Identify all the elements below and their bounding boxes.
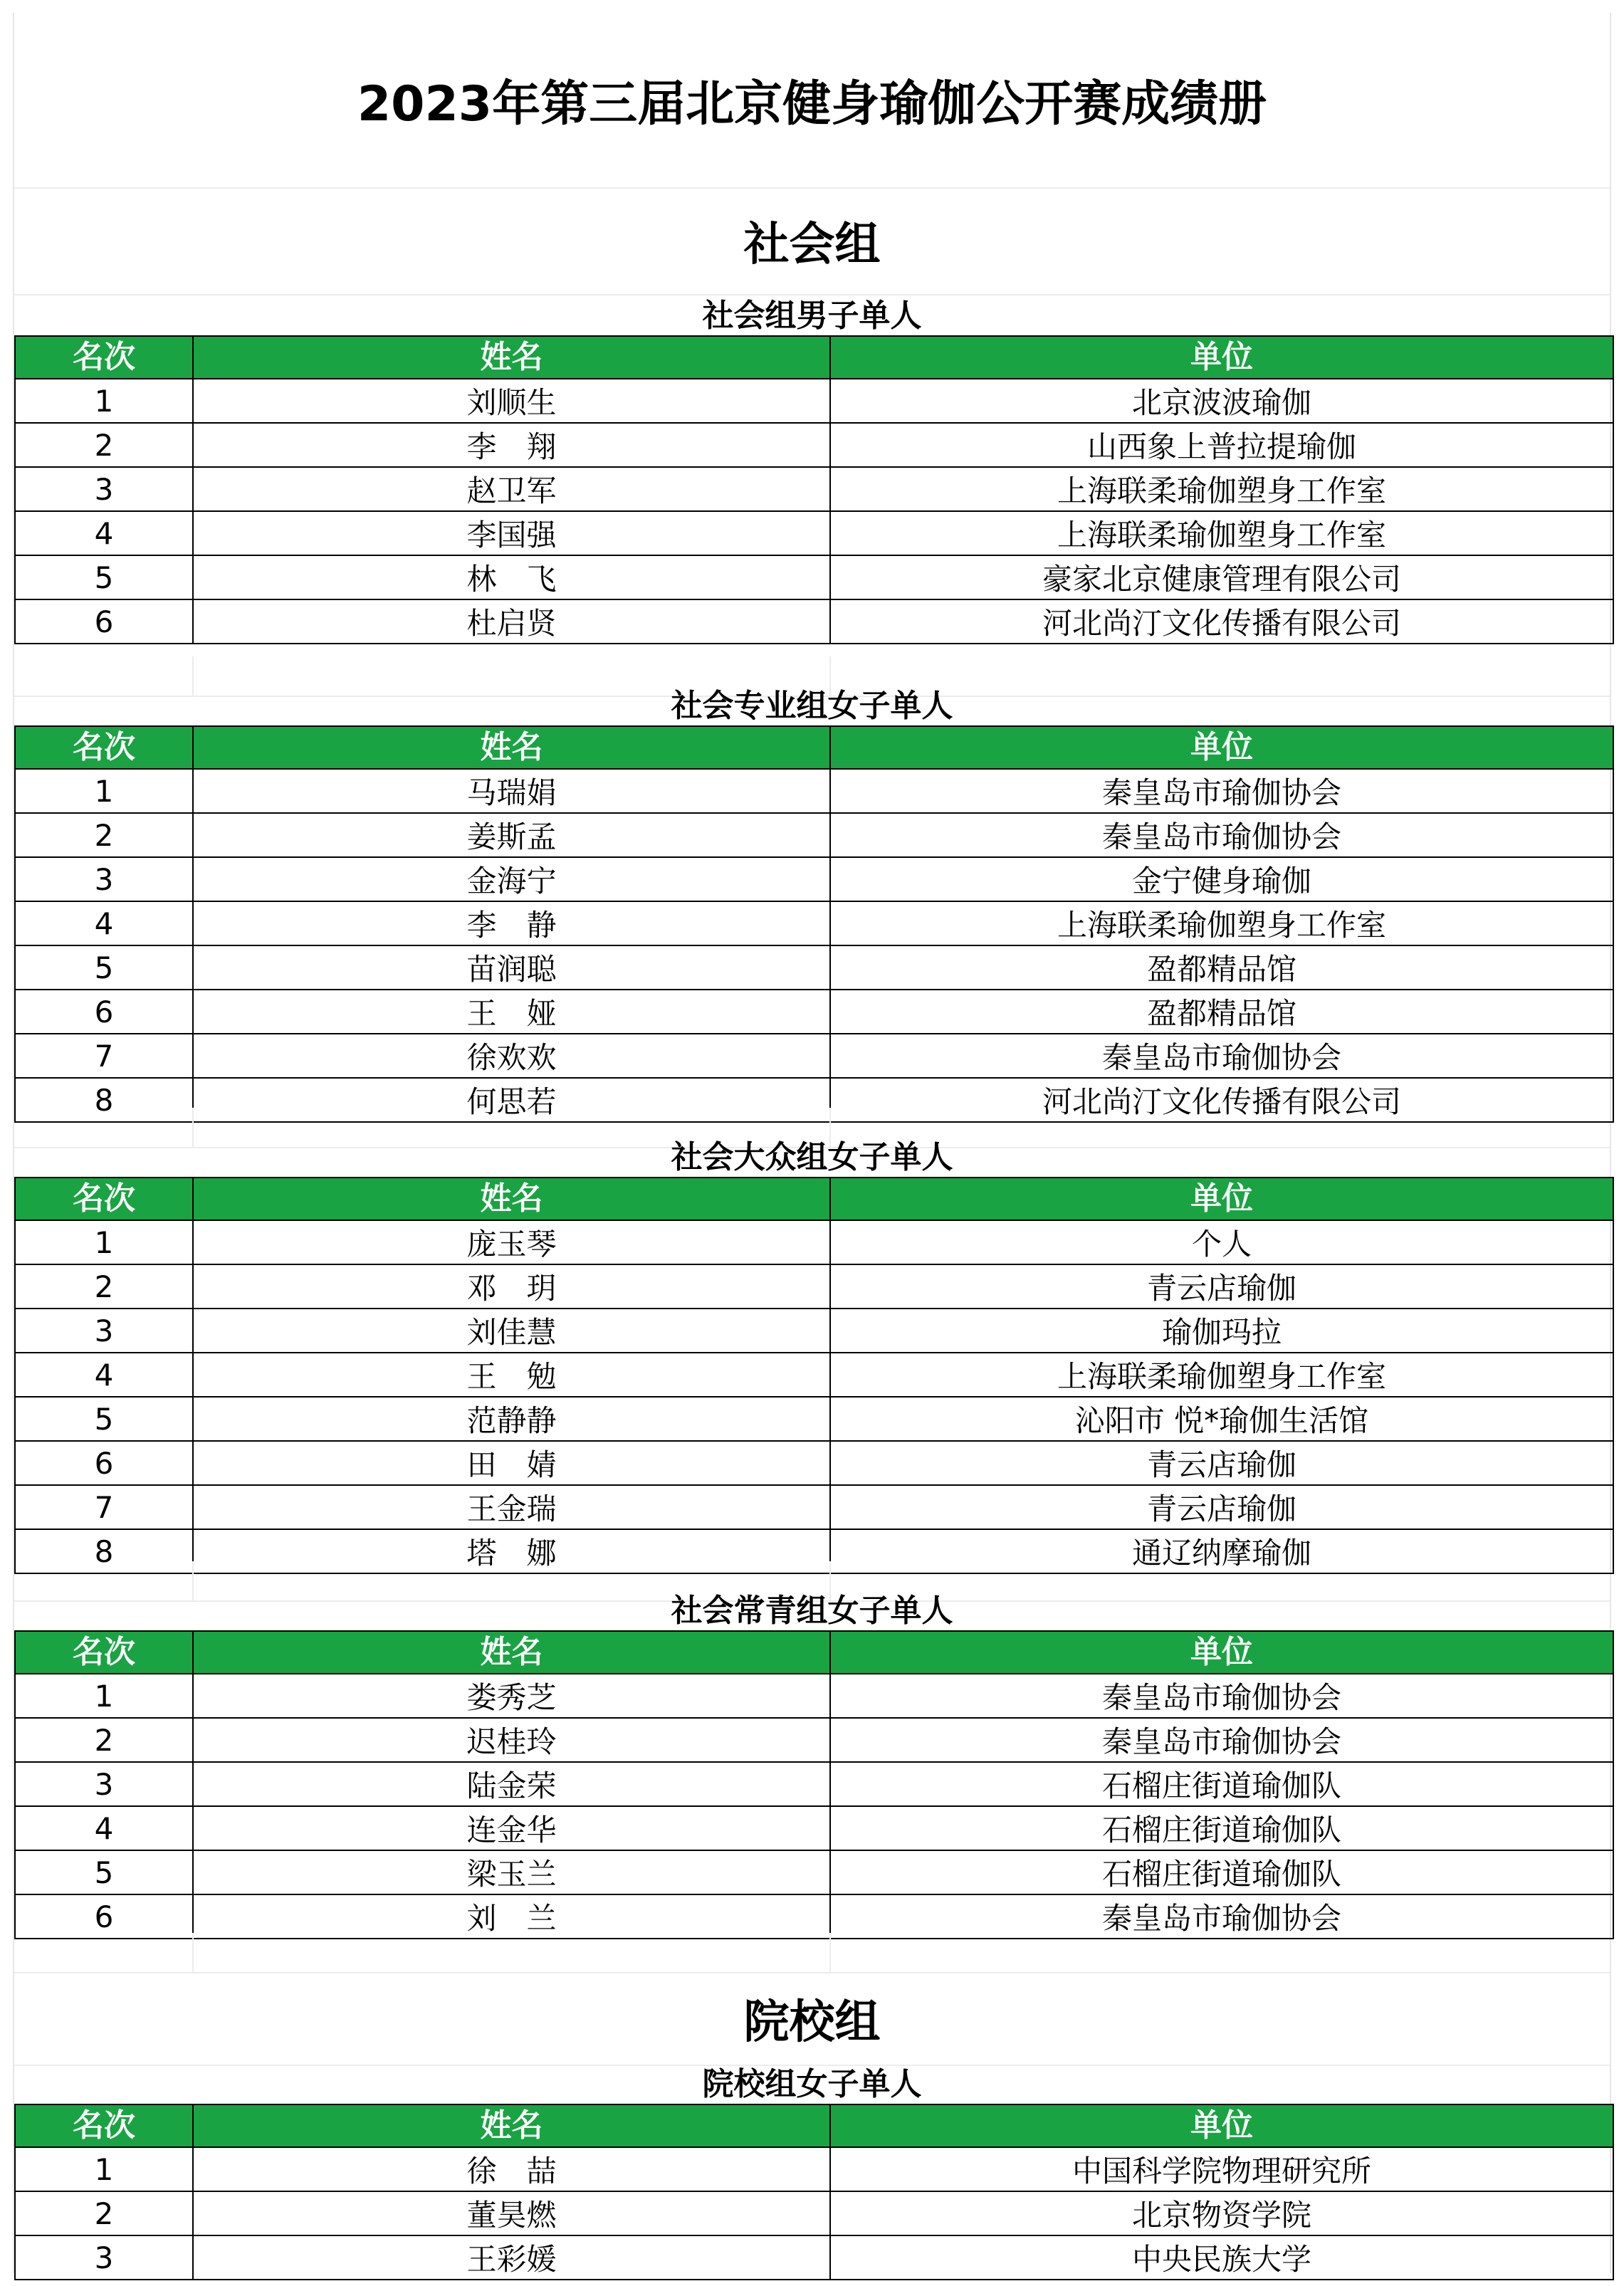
unit-cell: 河北尚汀文化传播有限公司 bbox=[830, 599, 1613, 644]
section-title: 社会专业组女子单人 bbox=[671, 688, 953, 724]
name-cell: 李 静 bbox=[193, 901, 830, 945]
table-row bbox=[15, 1309, 1613, 1353]
name-cell: 金海宁 bbox=[193, 857, 830, 901]
name-cell: 林 飞 bbox=[193, 555, 830, 599]
name-cell: 陆金荣 bbox=[193, 1762, 830, 1806]
unit-cell: 上海联柔瑜伽塑身工作室 bbox=[830, 901, 1613, 945]
rank-cell: 5 bbox=[15, 1397, 193, 1441]
rank-cell: 5 bbox=[15, 945, 193, 990]
document-title: 2023年第三届北京健身瑜伽公开赛成绩册 bbox=[14, 13, 1610, 189]
unit-cell: 瑜伽玛拉 bbox=[830, 1309, 1613, 1353]
table-row bbox=[15, 1718, 1613, 1762]
rank-cell: 8 bbox=[15, 1529, 193, 1573]
table-row bbox=[15, 1485, 1613, 1529]
name-cell: 马瑞娟 bbox=[193, 769, 830, 813]
name-cell: 娄秀芝 bbox=[193, 1674, 830, 1718]
table-row bbox=[15, 555, 1613, 599]
table-row bbox=[15, 813, 1613, 857]
rank-cell: 2 bbox=[15, 1718, 193, 1762]
table-row bbox=[15, 2235, 1613, 2280]
table-row bbox=[15, 2191, 1613, 2235]
table-row bbox=[15, 1441, 1613, 1485]
name-cell: 姜斯孟 bbox=[193, 813, 830, 857]
section-title: 社会组男子单人 bbox=[702, 298, 922, 334]
rank-cell: 1 bbox=[15, 769, 193, 813]
unit-cell: 秦皇岛市瑜伽协会 bbox=[830, 1718, 1613, 1762]
unit-cell: 上海联柔瑜伽塑身工作室 bbox=[830, 1353, 1613, 1397]
table-row bbox=[15, 511, 1613, 555]
unit-cell: 豪家北京健康管理有限公司 bbox=[830, 555, 1613, 599]
name-cell: 苗润聪 bbox=[193, 945, 830, 990]
unit-cell: 石榴庄街道瑜伽队 bbox=[830, 1806, 1613, 1850]
rank-cell: 3 bbox=[15, 857, 193, 901]
table-row bbox=[15, 1220, 1613, 1264]
name-cell: 王彩媛 bbox=[193, 2235, 830, 2280]
rank-cell: 6 bbox=[15, 990, 193, 1034]
table-header-row bbox=[15, 2104, 1613, 2147]
rank-cell: 1 bbox=[15, 379, 193, 423]
name-cell: 刘 兰 bbox=[193, 1894, 830, 1939]
table-row bbox=[15, 1806, 1613, 1850]
results-table bbox=[14, 335, 1614, 644]
rank-cell: 3 bbox=[15, 1762, 193, 1806]
unit-cell: 河北尚汀文化传播有限公司 bbox=[830, 1078, 1613, 1122]
rank-cell: 2 bbox=[15, 423, 193, 467]
rank-cell: 2 bbox=[15, 813, 193, 857]
unit-cell: 上海联柔瑜伽塑身工作室 bbox=[830, 511, 1613, 555]
table-row bbox=[15, 857, 1613, 901]
header-unit: 单位 bbox=[830, 1178, 1613, 1220]
rank-cell: 8 bbox=[15, 1078, 193, 1122]
name-cell: 范静静 bbox=[193, 1397, 830, 1441]
table-row bbox=[15, 1850, 1613, 1894]
name-cell: 梁玉兰 bbox=[193, 1850, 830, 1894]
results-table bbox=[14, 2104, 1614, 2280]
unit-cell: 青云店瑜伽 bbox=[830, 1441, 1613, 1485]
header-unit: 单位 bbox=[830, 726, 1613, 769]
unit-cell: 盈都精品馆 bbox=[830, 990, 1613, 1034]
header-rank: 名次 bbox=[15, 1178, 193, 1220]
unit-cell: 北京波波瑜伽 bbox=[830, 379, 1613, 423]
header-name: 姓名 bbox=[193, 1178, 830, 1220]
name-cell: 李国强 bbox=[193, 511, 830, 555]
name-cell: 刘顺生 bbox=[193, 379, 830, 423]
table-header-row bbox=[15, 1178, 1613, 1220]
rank-cell: 6 bbox=[15, 599, 193, 644]
name-cell: 王金瑞 bbox=[193, 1485, 830, 1529]
rank-cell: 7 bbox=[15, 1485, 193, 1529]
unit-cell: 个人 bbox=[830, 1220, 1613, 1264]
name-cell: 徐欢欢 bbox=[193, 1034, 830, 1078]
section-title: 社会大众组女子单人 bbox=[671, 1139, 953, 1175]
table-row bbox=[15, 423, 1613, 467]
unit-cell: 秦皇岛市瑜伽协会 bbox=[830, 813, 1613, 857]
name-cell: 李 翔 bbox=[193, 423, 830, 467]
header-name: 姓名 bbox=[193, 1631, 830, 1674]
table-row bbox=[15, 1397, 1613, 1441]
header-name: 姓名 bbox=[193, 336, 830, 379]
rank-cell: 4 bbox=[15, 901, 193, 945]
header-rank: 名次 bbox=[15, 726, 193, 769]
table-row bbox=[15, 1674, 1613, 1718]
table-row bbox=[15, 599, 1613, 644]
rank-cell: 2 bbox=[15, 1264, 193, 1309]
unit-cell: 秦皇岛市瑜伽协会 bbox=[830, 1894, 1613, 1939]
table-header-row bbox=[15, 726, 1613, 769]
unit-cell: 盈都精品馆 bbox=[830, 945, 1613, 990]
results-sheet bbox=[13, 13, 1611, 2277]
rank-cell: 6 bbox=[15, 1894, 193, 1939]
results-table bbox=[14, 1177, 1614, 1574]
unit-cell: 石榴庄街道瑜伽队 bbox=[830, 1850, 1613, 1894]
header-unit: 单位 bbox=[830, 2104, 1613, 2147]
table-row bbox=[15, 769, 1613, 813]
header-name: 姓名 bbox=[193, 2104, 830, 2147]
unit-cell: 秦皇岛市瑜伽协会 bbox=[830, 1674, 1613, 1718]
name-cell: 庞玉琴 bbox=[193, 1220, 830, 1264]
unit-cell: 通辽纳摩瑜伽 bbox=[830, 1529, 1613, 1573]
name-cell: 刘佳慧 bbox=[193, 1309, 830, 1353]
rank-cell: 1 bbox=[15, 1674, 193, 1718]
rank-cell: 3 bbox=[15, 1309, 193, 1353]
table-row bbox=[15, 1034, 1613, 1078]
name-cell: 何思若 bbox=[193, 1078, 830, 1122]
header-name: 姓名 bbox=[193, 726, 830, 769]
unit-cell: 沁阳市 悦*瑜伽生活馆 bbox=[830, 1397, 1613, 1441]
rank-cell: 6 bbox=[15, 1441, 193, 1485]
name-cell: 王 勉 bbox=[193, 1353, 830, 1397]
table-row bbox=[15, 945, 1613, 990]
name-cell: 董昊燃 bbox=[193, 2191, 830, 2235]
rank-cell: 3 bbox=[15, 2235, 193, 2280]
rank-cell: 4 bbox=[15, 511, 193, 555]
section-title: 社会常青组女子单人 bbox=[671, 1593, 953, 1629]
unit-cell: 中央民族大学 bbox=[830, 2235, 1613, 2280]
rank-cell: 7 bbox=[15, 1034, 193, 1078]
table-row bbox=[15, 379, 1613, 423]
table-row bbox=[15, 1762, 1613, 1806]
header-rank: 名次 bbox=[15, 2104, 193, 2147]
name-cell: 塔 娜 bbox=[193, 1529, 830, 1573]
name-cell: 王 娅 bbox=[193, 990, 830, 1034]
rank-cell: 3 bbox=[15, 467, 193, 511]
unit-cell: 青云店瑜伽 bbox=[830, 1485, 1613, 1529]
rank-cell: 1 bbox=[15, 2147, 193, 2191]
unit-cell: 中国科学院物理研究所 bbox=[830, 2147, 1613, 2191]
results-table bbox=[14, 725, 1614, 1123]
rank-cell: 4 bbox=[15, 1353, 193, 1397]
table-header-row bbox=[15, 336, 1613, 379]
name-cell: 赵卫军 bbox=[193, 467, 830, 511]
results-table bbox=[14, 1630, 1614, 1939]
rank-cell: 5 bbox=[15, 1850, 193, 1894]
header-rank: 名次 bbox=[15, 1631, 193, 1674]
rank-cell: 1 bbox=[15, 1220, 193, 1264]
unit-cell: 北京物资学院 bbox=[830, 2191, 1613, 2235]
table-row bbox=[15, 1894, 1613, 1939]
name-cell: 田 婧 bbox=[193, 1441, 830, 1485]
table-row bbox=[15, 901, 1613, 945]
section-title: 院校组女子单人 bbox=[702, 2066, 922, 2102]
header-unit: 单位 bbox=[830, 336, 1613, 379]
unit-cell: 山西象上普拉提瑜伽 bbox=[830, 423, 1613, 467]
table-row bbox=[15, 990, 1613, 1034]
spacer-row bbox=[14, 1933, 1610, 1973]
table-row bbox=[15, 1353, 1613, 1397]
name-cell: 杜启贤 bbox=[193, 599, 830, 644]
name-cell: 邓 玥 bbox=[193, 1264, 830, 1309]
rank-cell: 4 bbox=[15, 1806, 193, 1850]
unit-cell: 秦皇岛市瑜伽协会 bbox=[830, 1034, 1613, 1078]
name-cell: 迟桂玲 bbox=[193, 1718, 830, 1762]
name-cell: 连金华 bbox=[193, 1806, 830, 1850]
table-row bbox=[15, 467, 1613, 511]
unit-cell: 青云店瑜伽 bbox=[830, 1264, 1613, 1309]
table-row bbox=[15, 2147, 1613, 2191]
unit-cell: 金宁健身瑜伽 bbox=[830, 857, 1613, 901]
unit-cell: 秦皇岛市瑜伽协会 bbox=[830, 769, 1613, 813]
table-row bbox=[15, 1264, 1613, 1309]
unit-cell: 上海联柔瑜伽塑身工作室 bbox=[830, 467, 1613, 511]
header-rank: 名次 bbox=[15, 336, 193, 379]
table-header-row bbox=[15, 1631, 1613, 1674]
rank-cell: 5 bbox=[15, 555, 193, 599]
unit-cell: 石榴庄街道瑜伽队 bbox=[830, 1762, 1613, 1806]
header-unit: 单位 bbox=[830, 1631, 1613, 1674]
rank-cell: 2 bbox=[15, 2191, 193, 2235]
group-title-college: 院校组 bbox=[14, 1972, 1610, 2066]
name-cell: 徐 喆 bbox=[193, 2147, 830, 2191]
group-title-society: 社会组 bbox=[14, 187, 1610, 295]
